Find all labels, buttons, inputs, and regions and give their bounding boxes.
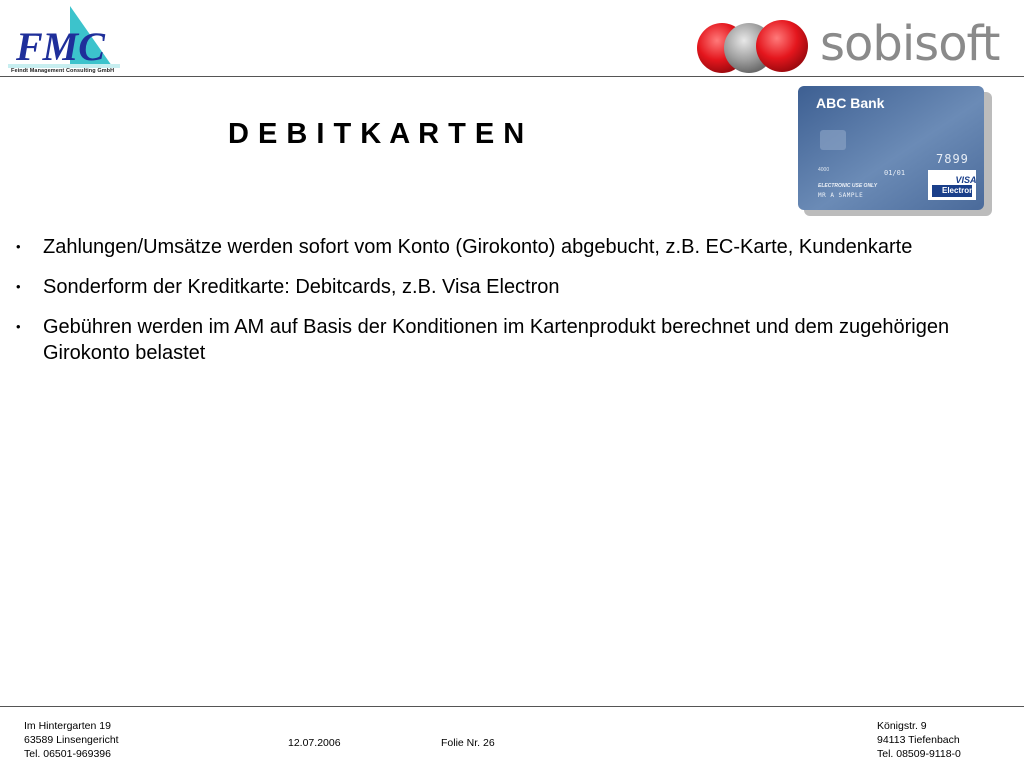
sobisoft-logo [694,16,1014,76]
header-divider [0,76,1024,77]
sobisoft-circles-icon [694,16,814,76]
page-title: D E B I T K A R T E N [228,118,525,150]
footer-left-phone: Tel. 06501-969396 [24,748,111,760]
bullet-item [16,274,976,300]
fmc-logo-text: FMC [16,24,105,68]
card-expiry: 01/01 [884,169,906,177]
footer-date: 12.07.2006 [288,737,341,749]
card-small-digits: 4000 [818,167,830,173]
bullet-text: Sonderform der Kreditkarte: Debitcards, z.B. Visa Electron [43,276,560,298]
footer-address-left [24,719,119,761]
fmc-logo [8,2,120,76]
bullet-list [16,234,976,380]
electron-logo-text: Electron [941,186,974,195]
bullet-text: Zahlungen/Umsätze werden sofort vom Konto (Girokonto) abgebucht, z.B. EC-Karte, Kundenkarte [43,236,913,258]
bullet-marker: • [16,319,21,334]
fmc-logo-graphic [8,2,120,68]
footer-address-right [877,719,961,761]
bullet-marker: • [16,239,21,254]
footer-right-city: 94113 Tiefenbach [877,734,960,746]
card-usage-note: ELECTRONIC USE ONLY [818,183,878,189]
footer-right-street: Königstr. 9 [877,720,927,732]
debit-card-image [798,86,994,218]
bullet-text: Gebühren werden im AM auf Basis der Konditionen im Kartenprodukt berechnet und dem zugehörigen Girokonto belastet [43,316,950,364]
card-bank-name: ABC Bank [816,95,885,111]
footer-slide-number: Folie Nr. 26 [441,737,495,749]
bullet-item [16,234,976,260]
bullet-marker: • [16,279,21,294]
card-number: 7899 [936,152,969,166]
bullet-item [16,314,976,366]
footer-left-street: Im Hintergarten 19 [24,720,111,732]
visa-logo-text: VISA [955,175,977,185]
fmc-subtitle: Feindt Management Consulting GmbH [11,68,115,74]
sobisoft-logo-text: sobisoft [820,16,1000,72]
footer-divider [0,706,1024,707]
footer-left-city: 63589 Linsengericht [24,734,119,746]
card-holder: MR A SAMPLE [818,192,864,199]
footer-right-phone: Tel. 08509-9118-0 [877,748,961,760]
